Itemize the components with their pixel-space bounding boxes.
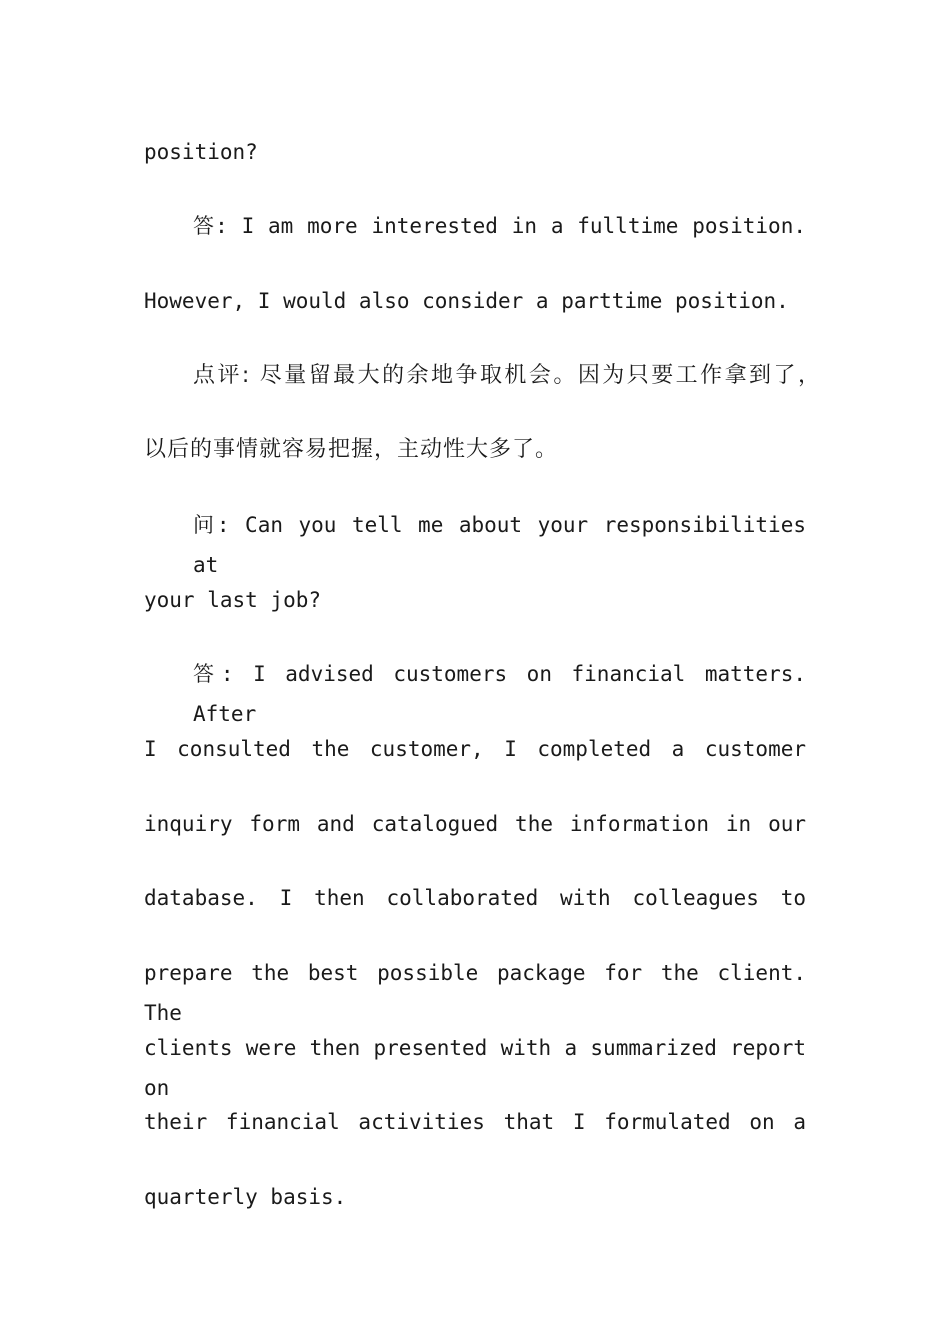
answer-2-line-8: quarterly basis.: [144, 1185, 347, 1209]
answer-2-line-5: prepare the best possible package for the client. The: [144, 961, 806, 1025]
answer-2-line-2: I consulted the customer, I completed a customer: [144, 737, 806, 761]
comment-line-2: 以后的事情就容易把握，主动性大多了。: [144, 437, 559, 462]
answer-2-line-3: inquiry form and catalogued the information in our: [144, 812, 806, 836]
question-line-1: 问: Can you tell me about your responsibilities at: [193, 513, 806, 577]
answer-2-line-4: database. I then collaborated with colleagues to: [144, 886, 806, 910]
answer-2-line-1: 答: I advised customers on financial matters. After: [193, 662, 806, 726]
answer-2-line-7: their financial activities that I formulated on a: [144, 1110, 806, 1134]
answer-1-line-1: 答: I am more interested in a fulltime position.: [193, 214, 806, 238]
answer-2-line-6: clients were then presented with a summarized report on: [144, 1036, 806, 1100]
answer-1-line-2: However, I would also consider a parttime position.: [144, 289, 789, 313]
comment-line-1: 点评: 尽量留最大的余地争取机会。因为只要工作拿到了，: [193, 363, 821, 388]
text-line-1: position?: [144, 140, 258, 164]
question-line-2: your last job?: [144, 588, 322, 612]
